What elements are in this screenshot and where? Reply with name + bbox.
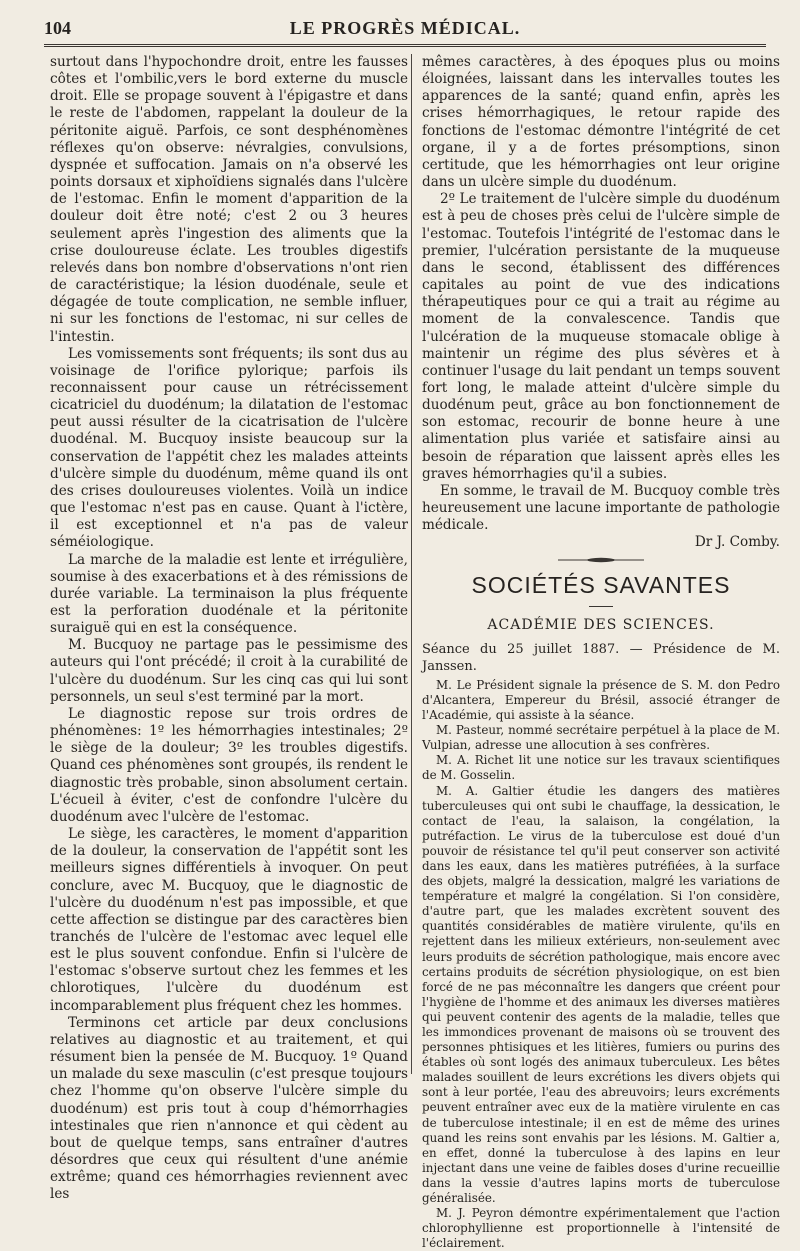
right-paragraph-2: 2º Le traitement de l'ulcère simple du duodénum est à peu de choses près celui de l'ulcère simple de l'estomac. Toutefois l'intégrité de l'estomac dans le premier, l'ulcération persistante de la muqueuse dans le second, établissent des différences capitales au point de vue des indications thérapeutiques pour ce qui a trait au régime au moment de la convalescence. Tandis que l'ulcération de la muqueuse stomacale oblige à maintenir un régime des plus sévères et à continuer l'usage du lait pendant un temps souvent fort long, le malade atteint d'ulcère simple du duodénum peut, grâce au bon fonctionnement de son estomac, recourir de bonne heure à une alimentation plus variée et satisfaire ainsi au besoin de réparation que laissent après elles les graves hémorrhagies qu'il a subies.: [422, 191, 780, 482]
academy-heading: ACADÉMIE DES SCIENCES.: [487, 616, 715, 633]
report-paragraph-4: M. A. Galtier étudie les dangers des matières tuberculeuses qui ont subi le chauffage, la dessication, le contact de l'eau, la salaison, la congélation, la putréfaction. Le virus de la tuberculose est doué d'un pouvoir de résistance tel qu'il peut conserver son activité dans les eaux, dans les matières putréfiées, à la surface des objets, malgré la dessication, malgré les variations de température et malgré la congélation. Si l'on considère, d'autre part, que les malades excrètent souvent des quantités considérables de matière virulente, qu'ils en rejettent dans les milieux extérieurs, non-seulement avec leurs produits de sécrétion pathologique, mais encore avec certains produits de sécrétion physiologique, on est bien forcé de ne pas méconnaître les dangers que créent pour l'hygiène de l'homme et des animaux les diverses matières qui peuvent contenir des agents de la maladie, telles que les immondices provenant de maisons où se trouvent des personnes phtisiques et les litières, fumiers ou purins des étables où sont logés des animaux tuberculeux. Les bêtes malades souillent de leurs excrétions les divers objets qui sont à leur portée, l'eau des abreuvoirs; leurs excréments peuvent entraîner avec eux de la matière virulente en cas de tuberculose intestinale; il en est de même des urines quand les reins sont envahis par les lésions. M. Galtier a, en effet, donné la tuberculose à des lapins en leur injectant dans une veine de faibles doses d'urine recueillie dans la vessie d'autres lapins morts de tuberculose généralisée.: [422, 783, 780, 1206]
author-signature: Dr J. Comby.: [694, 534, 780, 551]
report-paragraph-3: M. A. Richet lit une notice sur les travaux scientifiques de M. Gosselin.: [422, 753, 780, 783]
title-rule: [589, 606, 613, 607]
left-paragraph-7: Terminons cet article par deux conclusions relatives au diagnostic et au traitement, et qui résument bien la pensée de M. Bucquoy. 1º Quand un malade du sexe masculin (c'est presque toujours chez l'homme qu'on observe l'ulcère simple du duodénum) est pris tout à coup d'hémorrhagies intestinales que rien n'annonce et qui cèdent au bout de quelque temps, sans entraîner d'autres désordres que ceux qui résultent d'une anémie extrême; quand ces hémorrhagies reviennent avec les: [50, 1014, 408, 1203]
journal-title: LE PROGRÈS MÉDICAL.: [289, 18, 521, 38]
ornament-separator: [556, 556, 646, 564]
page-header: [44, 14, 766, 47]
left-paragraph-1: surtout dans l'hypochondre droit, entre les fausses côtes et l'ombilic,vers le bord externe du muscle droit. Elle se propage souvent à l'épigastre et dans le reste de l'abdomen, rappelant la douleur de la péritonite aiguë. Parfois, ce sont desphénomènes réflexes qu'on observe: névralgies, convulsions, dyspnée et suffocation. Jamais on n'a observé les points dorsaux et xiphoïdiens signalés dans l'ulcère de l'estomac. Enfin le moment d'apparition de la douleur doit être noté; c'est 2 ou 3 heures seulement après l'ingestion des aliments que la crise douloureuse éclate. Les troubles digestifs relevés dans bon nombre d'observations n'ont rien de caractéristique; la lésion duodénale, seule et dégagée de toute complication, ne semble influer, ni sur les fonctions de l'estomac, ni sur celles de l'intestin.: [50, 54, 408, 345]
left-paragraph-2: Les vomissements sont fréquents; ils sont dus au voisinage de l'orifice pylorique; parfois ils reconnaissent pour cause un rétrécissement cicatriciel du duodénum; la dilatation de l'estomac peut aussi résulter de la cicatrisation de l'ulcère duodénal. M. Bucquoy insiste beaucoup sur la conservation de l'appétit chez les malades atteints d'ulcère simple du duodénum, même quand ils ont des crises douloureuses violentes. Voilà un indice que l'estomac n'est pas en cause. Quant à l'ictère, il est exceptionnel et n'a pas de valeur séméiologique.: [50, 345, 408, 551]
report-paragraph-2: M. Pasteur, nommé secrétaire perpétuel à la place de M. Vulpian, adresse une allocution à ses confrères.: [422, 723, 780, 753]
right-paragraph-3: En somme, le travail de M. Bucquoy comble très heureusement une lacune importante de pathologie médicale.: [422, 482, 780, 534]
left-paragraph-4: M. Bucquoy ne partage pas le pessimisme des auteurs qui l'ont précédé; il croit à la curabilité de l'ulcère du duodénum. Sur les cinq cas qui lui sont personnels, un seul s'est terminé par la mort.: [50, 637, 408, 705]
left-paragraph-6: Le siège, les caractères, le moment d'apparition de la douleur, la conservation de l'appétit sont les meilleurs signes différentiels à invoquer. On peut conclure, avec M. Bucquoy, que le diagnostic de l'ulcère du duodénum n'est pas impossible, et que cette affection se distingue par des caractères bien tranchés de l'ulcère de l'estomac avec lequel elle est le plus souvent confondue. Enfin si l'ulcère de l'estomac s'observe surtout chez les femmes et les chlorotiques, l'ulcère du duodénum est incomparablement plus fréquent chez les hommes.: [50, 826, 408, 1014]
column-divider: [411, 54, 412, 1074]
left-paragraph-3: La marche de la maladie est lente et irrégulière, soumise à des exacerbations et à des rémissions de durée variable. La terminaison la plus fréquente est la perforation duodénale et la péritonite suraiguë qui en est la conséquence.: [50, 551, 408, 637]
right-column: [422, 54, 780, 1251]
session-report: [422, 678, 780, 1251]
report-paragraph-1: M. Le Président signale la présence de S. M. don Pedro d'Alcantera, Empereur du Brésil, associé étranger de l'Académie, qui assiste à la séance.: [422, 677, 780, 723]
section-title: SOCIÉTÉS SAVANTES: [471, 571, 731, 598]
page-number: 104: [44, 18, 71, 38]
report-paragraph-5: M. J. Peyron démontre expérimentalement que l'action chlorophyllienne est proportionnelle à l'intensité de l'éclairement.: [422, 1206, 780, 1251]
left-column: [50, 54, 408, 1203]
session-line: Séance du 25 juillet 1887. — Présidence de M. Janssen.: [422, 641, 780, 674]
left-paragraph-5: Le diagnostic repose sur trois ordres de phénomènes: 1º les hémorrhagies intestinales; 2º le siège de la douleur; 3º les troubles digestifs. Quand ces phénomènes sont groupés, ils rendent le diagnostic très probable, sinon absolument certain. L'écueil à éviter, c'est de confondre l'ulcère du duodénum avec l'ulcère de l'estomac.: [50, 705, 408, 825]
right-continuation: mêmes caractères, à des époques plus ou moins éloignées, laissant dans les intervalles toutes les apparences de la santé; quand enfin, après les crises hémorrhagiques, le retour rapide des fonctions de l'estomac démontre l'intégrité de cet organe, il y a de fortes présomptions, sinon certitude, que les hémorrhagies ont leur origine dans un ulcère simple du duodénum.: [422, 54, 780, 191]
